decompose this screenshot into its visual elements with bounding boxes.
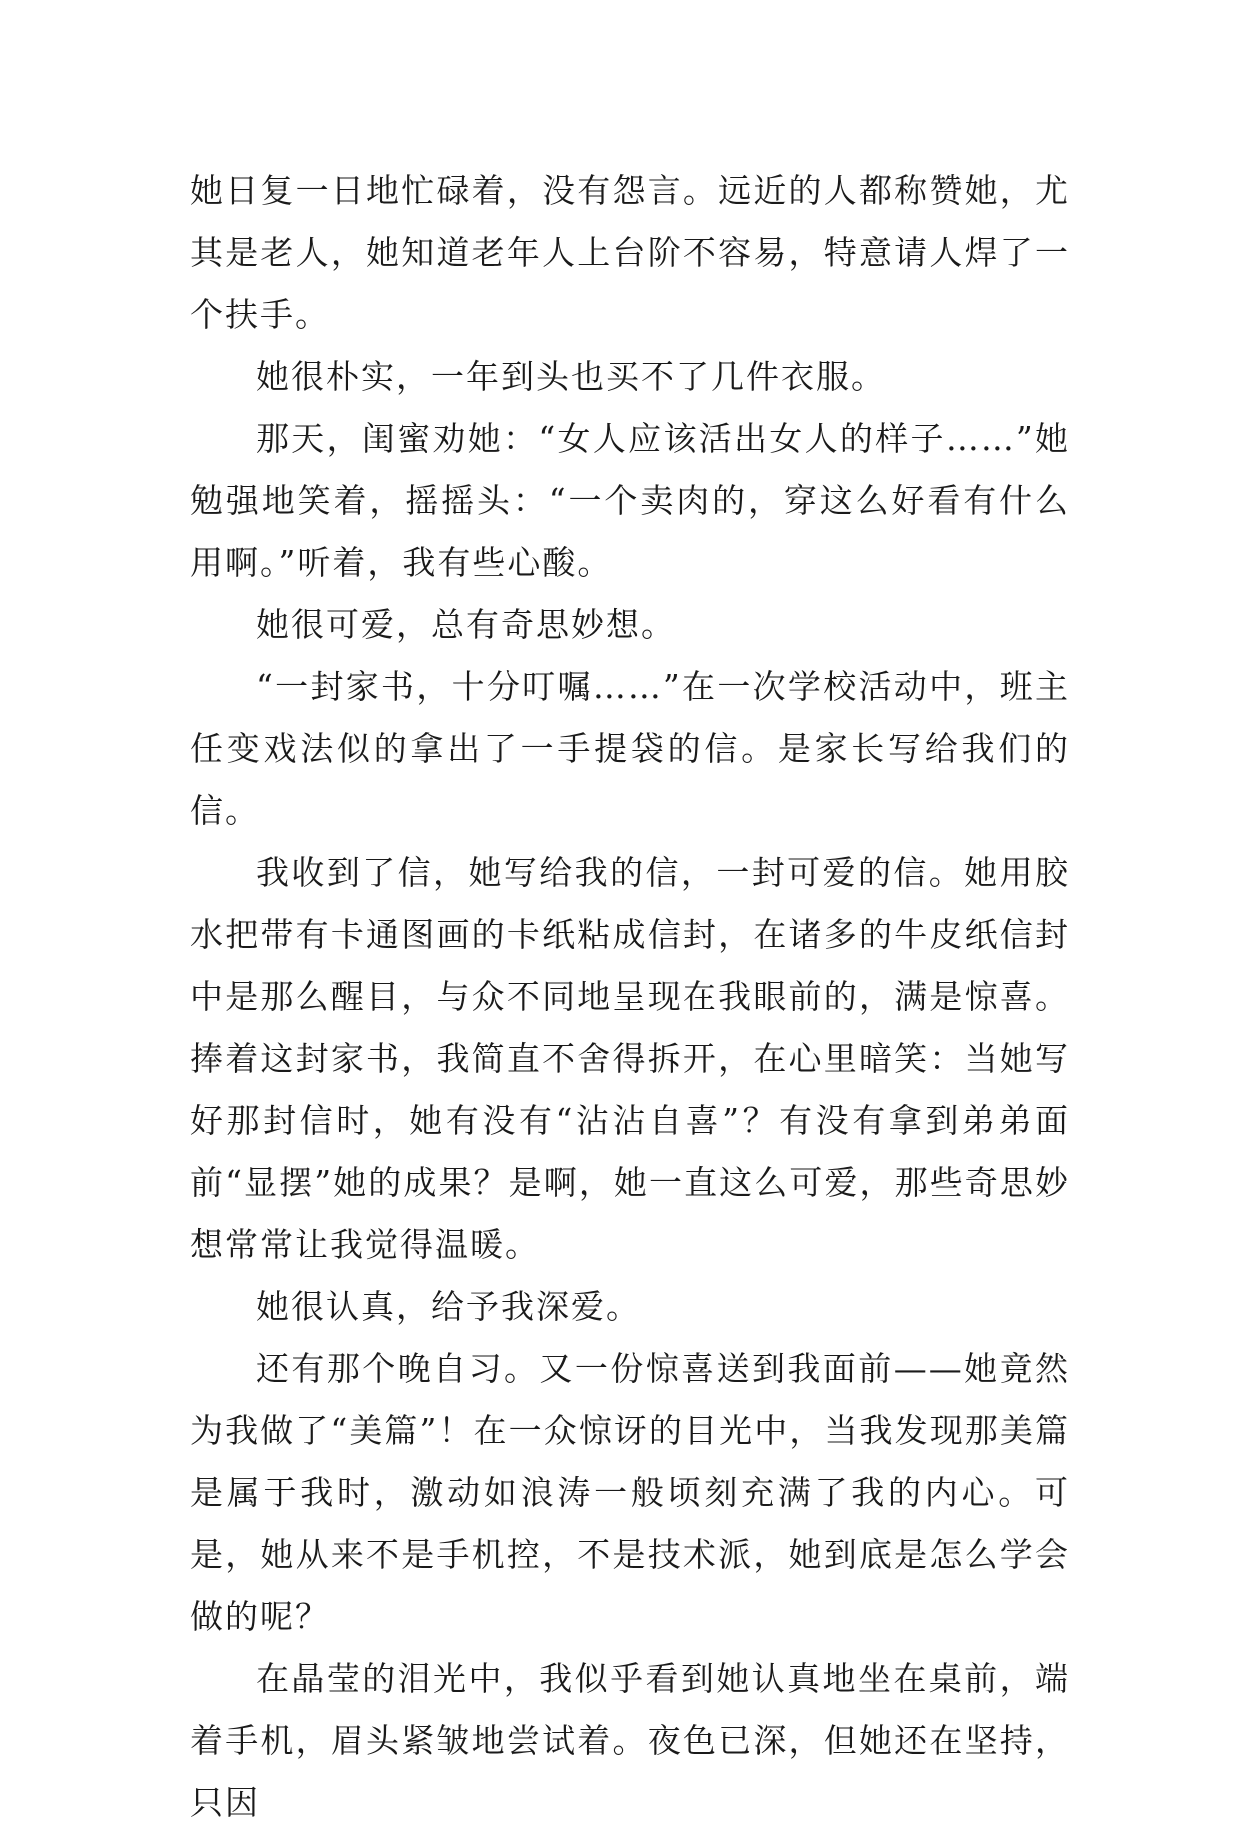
paragraph: 她很可爱，总有奇思妙想。 [256,605,676,644]
document-body [190,160,1070,1834]
paragraph: 我收到了信，她写给我的信，一封可爱的信。她用胶水把带有卡通图画的卡纸粘成信封，在诸多的牛皮纸信封中是那么醒目，与众不同地呈现在我眼前的，满是惊喜。捧着这封家书，我简直不舍得拆开，在心里暗笑：当她写好那封信时，她有没有“沾沾自喜”？有没有拿到弟弟面前“显摆”她的成果？是啊，她一直这么可爱，那些奇思妙想常常让我觉得温暖。 [190,853,1070,1264]
paragraph: 在晶莹的泪光中，我似乎看到她认真地坐在桌前，端着手机，眉头紧皱地尝试着。夜色已深，但她还在坚持，只因 [190,1659,1070,1822]
paragraph: 她很朴实，一年到头也买不了几件衣服。 [256,357,886,396]
paragraph: 那天，闺蜜劝她：“女人应该活出女人的样子……”她勉强地笑着，摇摇头：“一个卖肉的，穿这么好看有什么用啊。”听着，我有些心酸。 [190,419,1070,582]
paragraph: “一封家书，十分叮嘱……”在一次学校活动中，班主任变戏法似的拿出了一手提袋的信。是家长写给我们的信。 [190,667,1070,830]
paragraph: 还有那个晚自习。又一份惊喜送到我面前——她竟然为我做了“美篇”！在一众惊讶的目光中，当我发现那美篇是属于我时，激动如浪涛一般顷刻充满了我的内心。可是，她从来不是手机控，不是技术派，她到底是怎么学会做的呢？ [190,1349,1070,1636]
paragraph: 她日复一日地忙碌着，没有怨言。远近的人都称赞她，尤其是老人，她知道老年人上台阶不容易，特意请人焊了一个扶手。 [190,171,1070,334]
paragraph: 她很认真，给予我深爱。 [256,1287,641,1326]
